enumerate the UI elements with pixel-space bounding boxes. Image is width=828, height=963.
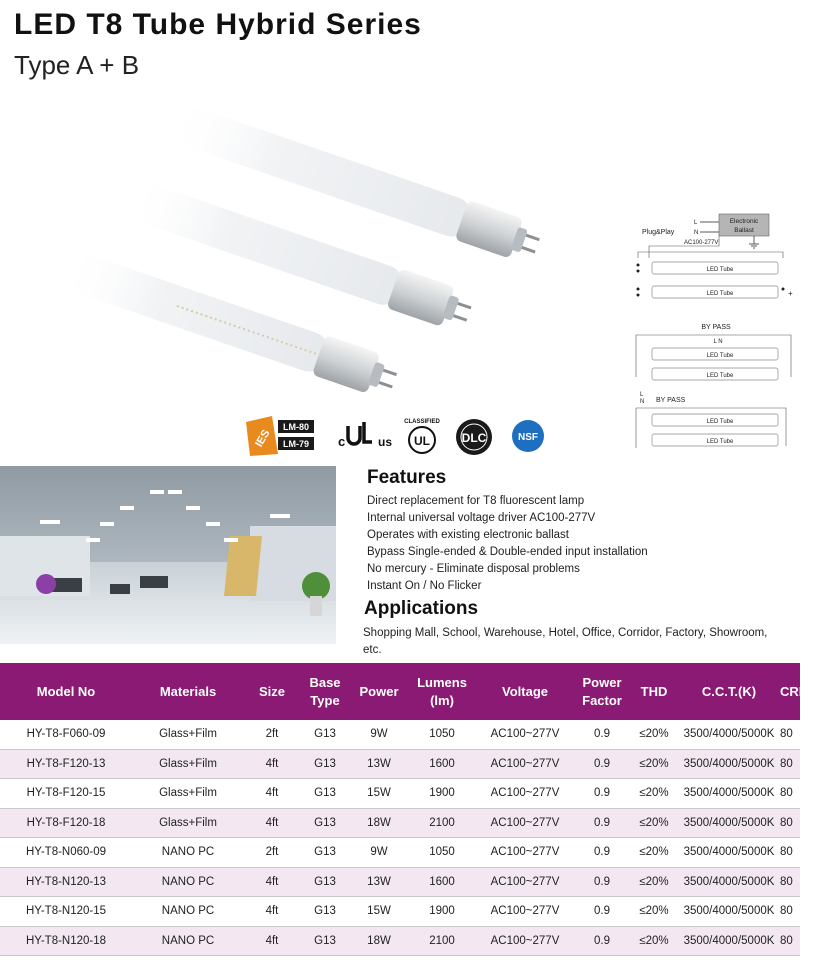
svg-text:LED Tube: LED Tube [706,419,734,425]
dlc-logo [456,419,492,455]
svg-text:BY PASS: BY PASS [701,324,731,331]
table-cell: 18W [350,926,408,956]
table-cell: 13W [350,867,408,897]
table-cell: HY-T8-N060-09 [0,838,132,868]
table-cell: 4ft [244,808,300,838]
table-cell: 2100 [408,926,476,956]
svg-text:N: N [640,399,645,405]
table-cell: 80 [780,749,800,779]
table-cell: 4ft [244,779,300,809]
table-cell: 1900 [408,779,476,809]
wiring-diagram [626,210,800,460]
applications-heading: Applications [364,598,479,619]
table-cell: 0.9 [574,749,630,779]
table-cell: 9W [350,720,408,749]
nsf-logo [512,420,544,452]
feature-item: Operates with existing electronic ballast [367,529,569,541]
feature-item: Bypass Single-ended & Double-ended input installation [367,546,648,558]
features-heading: Features [367,467,447,488]
table-cell: HY-T8-F060-09 [0,720,132,749]
svg-text:L: L [640,392,644,398]
col-header-voltage: Voltage [476,663,574,720]
table-cell: Glass+Film [132,720,244,749]
col-header-cri: CRI(Ra) [780,663,800,720]
table-cell: AC100~277V [476,720,574,749]
table-cell: 4ft [244,867,300,897]
svg-text:LM-80: LM-80 [282,422,310,432]
table-row [0,926,800,956]
table-cell: NANO PC [132,897,244,927]
table-cell: HY-T8-N120-13 [0,867,132,897]
led-tubes-image [0,80,600,420]
table-row [0,838,800,868]
table-cell: ≤20% [630,838,678,868]
feature-item: Instant On / No Flicker [367,580,482,592]
svg-text:NSF: NSF [518,432,538,443]
svg-text:BY PASS: BY PASS [656,397,686,404]
svg-text:DLC: DLC [461,431,487,445]
table-cell: AC100~277V [476,808,574,838]
table-cell: 0.9 [574,838,630,868]
table-cell: 80 [780,926,800,956]
table-cell: 0.9 [574,808,630,838]
table-cell: G13 [300,838,350,868]
svg-text:Plug&Play: Plug&Play [642,229,675,236]
svg-text:LED Tube: LED Tube [706,267,734,273]
table-cell: NANO PC [132,838,244,868]
svg-text:L: L [694,220,698,226]
table-header-row [0,663,800,720]
table-cell: ≤20% [630,720,678,749]
col-header-power-factor: Power Factor [574,663,630,720]
table-cell: 2100 [408,808,476,838]
table-row [0,779,800,809]
table-cell: G13 [300,867,350,897]
table-cell: 18W [350,808,408,838]
col-header-power: Power [350,663,408,720]
table-cell: G13 [300,897,350,927]
table-cell: 3500/4000/5000K [678,838,780,868]
table-cell: 1050 [408,838,476,868]
table-cell: 3500/4000/5000K [678,808,780,838]
table-cell: HY-T8-N120-18 [0,926,132,956]
table-cell: AC100~277V [476,897,574,927]
svg-text:LED Tube: LED Tube [706,291,734,297]
table-cell: ≤20% [630,867,678,897]
table-cell: AC100~277V [476,749,574,779]
table-cell: ≤20% [630,749,678,779]
table-row [0,897,800,927]
svg-text:IES: IES [253,427,273,450]
table-cell: G13 [300,926,350,956]
table-cell: 1600 [408,867,476,897]
table-cell: 3500/4000/5000K [678,749,780,779]
table-cell: HY-T8-F120-15 [0,779,132,809]
svg-text:CLASSIFIED: CLASSIFIED [404,419,440,425]
table-cell: 15W [350,897,408,927]
feature-item: No mercury - Eliminate disposal problems [367,563,580,575]
table-cell: G13 [300,720,350,749]
svg-text:+: + [788,289,793,298]
table-cell: 1050 [408,720,476,749]
features-list [367,493,648,595]
table-row [0,808,800,838]
table-cell: ≤20% [630,779,678,809]
col-header-materials: Materials [132,663,244,720]
table-cell: 0.9 [574,897,630,927]
table-cell: AC100~277V [476,867,574,897]
table-cell: HY-T8-F120-18 [0,808,132,838]
table-cell: 80 [780,838,800,868]
table-cell: 0.9 [574,926,630,956]
svg-text:N: N [694,230,699,236]
spec-table [0,663,828,956]
ies-logo [246,416,314,456]
table-cell: Glass+Film [132,808,244,838]
table-cell: 3500/4000/5000K [678,779,780,809]
table-cell: 9W [350,838,408,868]
table-cell: 3500/4000/5000K [678,867,780,897]
svg-text:Ballast: Ballast [734,227,754,234]
svg-text:c: c [338,434,346,449]
table-cell: 1600 [408,749,476,779]
col-header-thd: THD [630,663,678,720]
col-header-lumens: Lumens (lm) [408,663,476,720]
table-cell: G13 [300,808,350,838]
table-cell: NANO PC [132,926,244,956]
svg-text:L N: L N [713,339,723,345]
table-cell: 80 [780,779,800,809]
table-cell: 13W [350,749,408,779]
svg-text:us: us [378,435,393,449]
table-row [0,720,800,749]
table-cell: 2ft [244,838,300,868]
col-header-cct: C.C.T.(K) [678,663,780,720]
table-cell: 3500/4000/5000K [678,926,780,956]
svg-text:Electronic: Electronic [729,218,759,225]
table-cell: HY-T8-F120-13 [0,749,132,779]
table-cell: 4ft [244,926,300,956]
table-cell: 0.9 [574,867,630,897]
applications-text: Shopping Mall, School, Warehouse, Hotel, Office, Corridor, Factory, Showroom, etc. [363,627,768,656]
table-cell: 80 [780,897,800,927]
table-cell: 4ft [244,749,300,779]
table-cell: ≤20% [630,897,678,927]
spec-table-body [0,720,800,956]
svg-text:UL: UL [414,434,430,448]
table-cell: AC100~277V [476,838,574,868]
table-row [0,749,800,779]
feature-item: Internal universal voltage driver AC100-277V [367,512,596,524]
table-cell: ≤20% [630,926,678,956]
col-header-model: Model No [0,663,132,720]
table-cell: G13 [300,779,350,809]
table-cell: G13 [300,749,350,779]
svg-text:LED Tube: LED Tube [706,373,734,379]
table-cell: 0.9 [574,779,630,809]
svg-text:AC100-277V: AC100-277V [684,240,719,246]
table-cell: AC100~277V [476,779,574,809]
table-cell: Glass+Film [132,779,244,809]
table-cell: 3500/4000/5000K [678,897,780,927]
table-cell: HY-T8-N120-15 [0,897,132,927]
table-cell: ≤20% [630,808,678,838]
table-cell: 15W [350,779,408,809]
col-header-base-type: Base Type [300,663,350,720]
table-cell: NANO PC [132,867,244,897]
col-header-size: Size [244,663,300,720]
table-cell: 2ft [244,720,300,749]
ul-classified-logo [404,419,440,453]
certification-logos [244,414,554,458]
svg-text:LED Tube: LED Tube [706,439,734,445]
office-interior-photo [0,466,336,644]
table-cell: 1900 [408,897,476,927]
table-cell: 4ft [244,897,300,927]
table-cell: 3500/4000/5000K [678,720,780,749]
table-cell: 80 [780,720,800,749]
table-cell: Glass+Film [132,749,244,779]
svg-text:LM-79: LM-79 [282,439,310,449]
table-cell: 80 [780,867,800,897]
table-cell: 80 [780,808,800,838]
table-row [0,867,800,897]
page-subtitle: Type A + B [14,50,140,80]
table-cell: AC100~277V [476,926,574,956]
page-title: LED T8 Tube Hybrid Series [14,8,422,41]
feature-item: Direct replacement for T8 fluorescent lamp [367,495,585,507]
ul-recognized-logo [338,422,392,449]
table-cell: 0.9 [574,720,630,749]
svg-text:LED Tube: LED Tube [706,353,734,359]
